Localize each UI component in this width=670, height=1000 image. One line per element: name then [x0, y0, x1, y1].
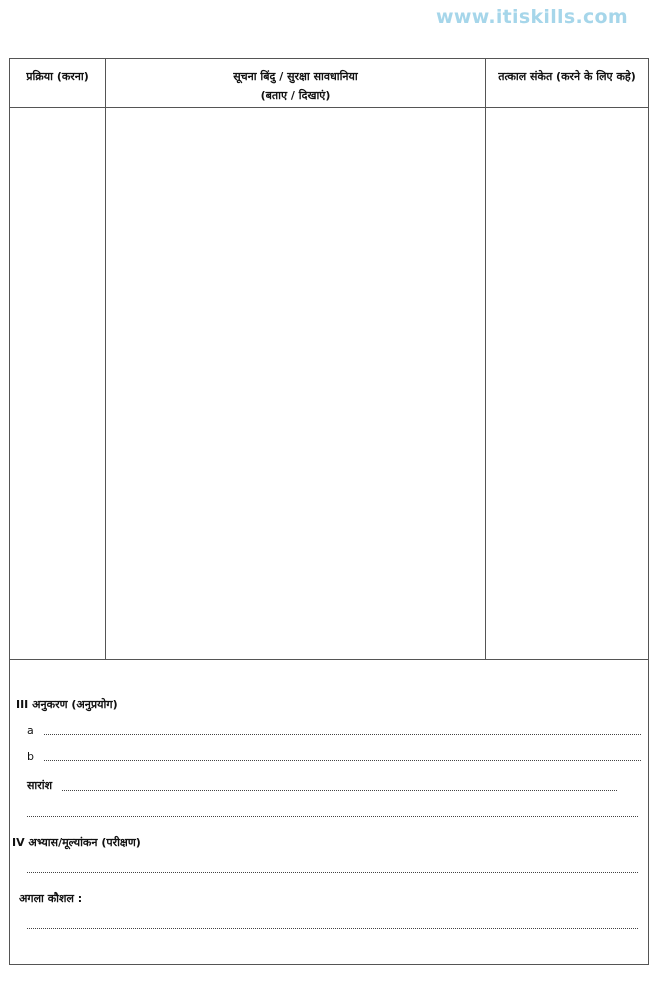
- practice-answer-line: [27, 872, 638, 873]
- item-label: b: [27, 750, 34, 763]
- column-divider: [105, 59, 106, 659]
- answer-line-b: [27, 750, 641, 763]
- summary-continuation-line: [27, 816, 638, 817]
- summary-line: [27, 778, 617, 793]
- column-header-instant-cues: [486, 67, 648, 86]
- watermark: www.itiskills.com: [436, 6, 628, 28]
- summary-label: सारांश: [27, 779, 53, 792]
- column-header-label: सूचना बिंदु / सुरक्षा सावधानिया: [233, 70, 358, 83]
- table-bottom-border: [10, 659, 648, 660]
- column-divider: [485, 59, 486, 659]
- section-practice-title: IV अभ्यास/मूल्यांकन (परीक्षण): [12, 836, 141, 849]
- item-label: a: [27, 724, 34, 737]
- lesson-table: [10, 59, 648, 659]
- dotted-line: [44, 759, 641, 761]
- column-header-info-points: [106, 67, 485, 105]
- answer-line-a: [27, 724, 641, 737]
- column-header-sublabel: (बताए / दिखाएं): [260, 89, 331, 102]
- dotted-line: [44, 733, 641, 735]
- column-header-label: तत्काल संकेत (करने के लिए कहे): [498, 70, 636, 83]
- dotted-line: [62, 789, 617, 791]
- next-skill-label: अगला कौशल :: [19, 892, 83, 905]
- column-header-label: प्रक्रिया (करना): [26, 70, 89, 83]
- next-skill-answer-line: [27, 928, 638, 929]
- section-application-title: III अनुकरण (अनुप्रयोग): [16, 698, 118, 711]
- column-header-process: [10, 67, 105, 86]
- worksheet-frame: [9, 58, 649, 965]
